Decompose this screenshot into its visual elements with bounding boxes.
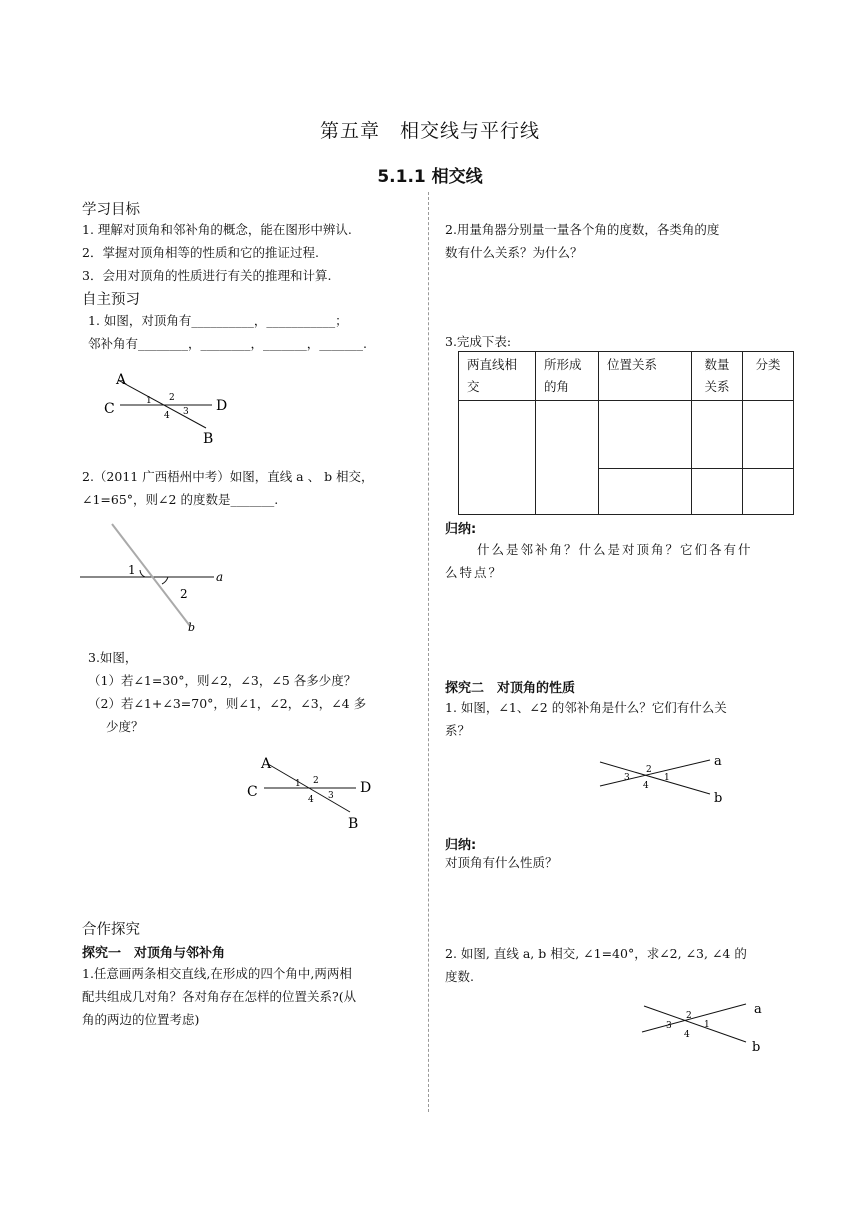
figure-intersecting-lines-abcd bbox=[240, 750, 380, 832]
label-c: C bbox=[104, 401, 115, 417]
goal-item: 2．掌握对顶角相等的性质和它的推证过程. bbox=[82, 245, 319, 260]
table-header-cell: 两直线相交 bbox=[459, 352, 536, 401]
line-b bbox=[644, 1006, 746, 1042]
figure-intersecting-lines-abcd bbox=[96, 368, 236, 450]
angle-label: 3 bbox=[183, 407, 189, 417]
angle-label: 3 bbox=[624, 773, 630, 783]
summary2-text: 对顶角有什么性质？ bbox=[445, 855, 558, 870]
explore1-q1-line: 配共组成几对角？各对角存在怎样的位置关系?(从 bbox=[82, 989, 357, 1004]
preview-q3 bbox=[88, 646, 428, 738]
explore2-q2 bbox=[445, 942, 790, 988]
angle-arc-2 bbox=[162, 577, 168, 584]
table-cell[interactable] bbox=[692, 401, 743, 469]
explore2-q1-line: 系？ bbox=[445, 723, 471, 738]
table-cell[interactable] bbox=[743, 469, 794, 515]
label-a: a bbox=[714, 754, 722, 769]
explore2-q1-line: 1. 如图，∠1、∠2 的邻补角是什么？它们有什么关 bbox=[445, 700, 727, 715]
angle-label: 2 bbox=[646, 765, 652, 775]
table-cell[interactable] bbox=[536, 401, 599, 515]
table-cell[interactable] bbox=[599, 401, 692, 469]
explore2-heading: 探究二 对顶角的性质 bbox=[445, 681, 576, 696]
section-title: 5.1.1 相交线 bbox=[377, 167, 483, 187]
goal-item: 3．会用对顶角的性质进行有关的推理和计算. bbox=[82, 268, 332, 283]
summary1-line: 么特点？ bbox=[445, 565, 504, 580]
label-b: b bbox=[188, 621, 196, 634]
explore1-q2-line: 2.用量角器分别量一量各个角的度数，各类角的度 bbox=[445, 222, 720, 237]
explore1-q1-line: 角的两边的位置考虑) bbox=[82, 1012, 200, 1027]
label-a: A bbox=[116, 372, 127, 388]
goal-item: 1. 理解对顶角和邻补角的概念，能在图形中辨认. bbox=[82, 222, 352, 237]
preview-q3-line: 3.如图， bbox=[88, 650, 138, 665]
angle-relation-table bbox=[458, 351, 794, 515]
angle-label: 1 bbox=[128, 563, 136, 577]
table-header-row bbox=[459, 352, 794, 401]
summary2-heading: 归纳: bbox=[445, 838, 477, 853]
preview-q3-line: （1）若∠1=30°，则∠2，∠3，∠5 各多少度？ bbox=[88, 673, 357, 688]
label-a: a bbox=[754, 1002, 762, 1017]
preview-q2 bbox=[82, 465, 422, 511]
explore1-heading: 探究一 对顶角与邻补角 bbox=[82, 946, 226, 961]
angle-label: 2 bbox=[313, 776, 319, 786]
goals-heading: 学习目标 bbox=[82, 202, 140, 218]
explore1-q1-line: 1.任意画两条相交直线,在形成的四个角中,两两相 bbox=[82, 966, 352, 981]
angle-label: 3 bbox=[666, 1021, 672, 1031]
figure-lines-a-b-crossing bbox=[636, 996, 776, 1060]
column-divider bbox=[428, 192, 429, 1112]
label-b: B bbox=[203, 431, 214, 447]
preview-q1-line: 1. 如图，对顶角有__________，___________； bbox=[88, 313, 348, 328]
label-d: D bbox=[360, 780, 372, 796]
figure-lines-a-b-crossing bbox=[592, 748, 732, 810]
summary1-text bbox=[445, 538, 790, 584]
label-d: D bbox=[216, 398, 228, 414]
angle-label: 2 bbox=[169, 393, 175, 403]
table-cell[interactable] bbox=[743, 401, 794, 469]
label-c: C bbox=[247, 784, 258, 800]
line-ab bbox=[118, 380, 206, 428]
angle-label: 4 bbox=[308, 795, 314, 805]
line-b bbox=[600, 762, 710, 794]
chapter-title: 第五章 相交线与平行线 bbox=[319, 120, 540, 142]
label-a: a bbox=[216, 570, 224, 584]
angle-label: 4 bbox=[164, 411, 170, 421]
line-b bbox=[112, 524, 190, 626]
explore2-q1 bbox=[445, 696, 790, 742]
summary1-heading: 归纳: bbox=[445, 522, 477, 537]
explore2-q2-line: 度数. bbox=[445, 969, 474, 984]
table-header-cell: 数量关系 bbox=[692, 352, 743, 401]
figure-lines-a-b bbox=[78, 522, 238, 634]
angle-label: 4 bbox=[643, 781, 649, 791]
line-a bbox=[642, 1004, 746, 1032]
coop-heading: 合作探究 bbox=[82, 922, 140, 938]
preview-heading: 自主预习 bbox=[82, 292, 140, 308]
table-cell[interactable] bbox=[692, 469, 743, 515]
preview-q1-line: 邻补角有________，________，_______，_______. bbox=[88, 336, 367, 351]
line-a bbox=[600, 760, 710, 786]
preview-q2-line: ∠1=65°，则∠2 的度数是_______. bbox=[82, 492, 279, 507]
angle-label: 4 bbox=[684, 1030, 690, 1040]
angle-label: 1 bbox=[704, 1020, 710, 1030]
table-row bbox=[459, 401, 794, 469]
preview-q3-line: （2）若∠1+∠3=70°，则∠1，∠2，∠3，∠4 多 bbox=[88, 696, 367, 711]
angle-label: 1 bbox=[295, 779, 301, 789]
angle-label: 1 bbox=[664, 773, 670, 783]
preview-q2-line: 2.（2011 广西梧州中考）如图，直线 a 、 b 相交， bbox=[82, 469, 374, 484]
goals-list bbox=[82, 218, 422, 287]
table-header-cell: 所形成的角 bbox=[536, 352, 599, 401]
angle-label: 2 bbox=[686, 1011, 692, 1021]
summary1-line: 什么是邻补角？什么是对顶角？它们各有什 bbox=[477, 542, 753, 557]
table-header-cell: 位置关系 bbox=[599, 352, 692, 401]
preview-q1 bbox=[88, 309, 428, 355]
explore2-q2-line: 2. 如图, 直线 a, b 相交, ∠1=40°，求∠2, ∠3, ∠4 的 bbox=[445, 946, 747, 961]
table-cell[interactable] bbox=[599, 469, 692, 515]
label-a: A bbox=[261, 756, 272, 772]
label-b: b bbox=[752, 1040, 761, 1055]
label-b: B bbox=[348, 816, 359, 832]
explore1-q3: 3.完成下表: bbox=[445, 334, 512, 349]
angle-label: 2 bbox=[180, 587, 188, 601]
label-b: b bbox=[714, 791, 723, 806]
explore1-q2 bbox=[445, 218, 790, 264]
table-header-cell: 分类 bbox=[743, 352, 794, 401]
angle-label: 1 bbox=[146, 396, 152, 406]
table-cell[interactable] bbox=[459, 401, 536, 515]
preview-q3-line: 少度？ bbox=[106, 719, 144, 734]
angle-arc-1 bbox=[140, 570, 145, 577]
angle-label: 3 bbox=[328, 791, 334, 801]
explore1-q1 bbox=[82, 962, 427, 1031]
explore1-q2-line: 数有什么关系？为什么？ bbox=[445, 245, 583, 260]
